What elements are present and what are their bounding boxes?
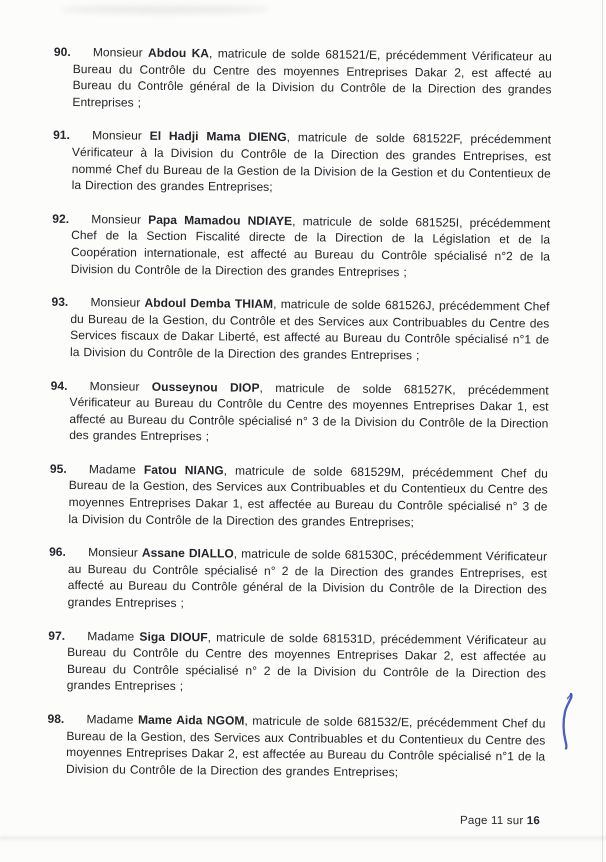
decree-item (53, 127, 552, 198)
item-body-text: , matricule de solde 681532/E, précédemment Chef du Bureau de la Gestion, des Services aux Contribuables et du Contentieux du Centre des moyennes Entreprises Dakar 2, est affectée au Bureau du Contrôle spécialisé n°1 de la Division du Contrôle de la Direction des grandes Entreprises; (65, 713, 546, 779)
decree-item (53, 44, 552, 115)
civility-label: Monsieur (92, 45, 149, 60)
decree-item (48, 628, 547, 699)
pen-stroke-hook (568, 694, 572, 699)
person-name: El Hadji Mama DIENG (149, 129, 287, 145)
item-body-text: , matricule de solde 681531D, précédemment Vérificateur au Bureau du Contrôle du Centre des moyennes Entreprises Dakar 2, est affectée au Bureau du Contrôle spécialisé n° 2 de la Division du Contrôle de la Direction des grandes Entreprises ; (66, 629, 547, 694)
item-number: 97. (48, 628, 66, 643)
item-body-text: , matricule de solde 681522F, précédemment Vérificateur à la Division du Contrôle de la Direction des grandes Entreprises, est nommé Chef du Bureau de la Gestion de la Division de la Gestion et du Contentieux de la Direction des grandes Entreprises; (71, 130, 552, 195)
civility-label: Monsieur (92, 128, 150, 144)
person-name: Papa Mamadou NDIAYE (148, 212, 293, 228)
decree-item (49, 461, 548, 532)
person-name: Mame Aida NGOM (137, 712, 245, 728)
decree-item (52, 211, 551, 282)
page-total: 16 (526, 815, 540, 828)
civility-label: Monsieur (91, 211, 149, 227)
person-name: Fatou NIANG (143, 462, 224, 478)
item-number: 93. (51, 294, 69, 310)
pen-stroke (564, 694, 572, 749)
civility-label: Madame (87, 628, 140, 644)
person-name: Abdou KA (147, 45, 210, 61)
item-number: 95. (49, 461, 67, 476)
decree-item-list (47, 44, 552, 799)
decree-item (51, 294, 550, 365)
item-body-text: , matricule de solde 681529M, précédemment Chef du Bureau de la Gestion, des Services aux Contribuables et du Contentieux du Centre des moyennes Entreprises Dakar 1, est affectée au Bureau du Contrôle spécialisé n° 3 de la Division du Contrôle de la Direction des grandes Entreprises; (68, 463, 548, 529)
item-body-text: , matricule de solde 681530C, précédemment Vérificateur au Bureau du Contrôle spécialisé n° 2 de la Direction des grandes Entreprises, est affecté au Bureau du Contrôle général de la Division du Contrôle de la Direction des grandes Entreprises ; (67, 546, 548, 611)
item-number: 96. (49, 545, 67, 560)
scan-bottom-shadow (0, 836, 606, 840)
civility-label: Monsieur (89, 378, 152, 394)
decree-item (47, 711, 546, 782)
scan-edge-line (602, 0, 603, 862)
scan-smudge-artifact (60, 5, 270, 14)
person-name: Assane DIALLO (141, 545, 234, 561)
decree-item (49, 544, 548, 615)
item-body-text: , matricule de solde 681521/E, précédemment Vérificateur au Bureau du Contrôle du Centre des moyennes Entreprises Dakar 2, est affecté au Bureau du Contrôle général de la Division du Contrôle de la Direction des grandes Entreprises ; (72, 46, 552, 110)
person-name: Abdoul Demba THIAM (144, 295, 274, 312)
item-number: 91. (53, 128, 71, 143)
decree-item (50, 377, 549, 448)
item-body-text: , matricule de solde 681526J, précédemment Chef du Bureau de la Gestion, du Contrôle et des Services aux Contribuables du Centre des Services fiscaux de Dakar Liberté, est affecté au Bureau du Contrôle spécialisé n°1 de la Division du Contrôle de la Direction des grandes Entreprises ; (69, 297, 550, 363)
civility-label: Madame (88, 462, 144, 477)
page-number-text: Page 11 sur (459, 814, 527, 828)
page-footer (460, 815, 540, 827)
civility-label: Madame (86, 712, 139, 727)
item-number: 90. (53, 44, 71, 59)
civility-label: Monsieur (90, 295, 145, 310)
person-name: Ousseynou DIOP (151, 379, 260, 395)
item-body-text: , matricule de solde 681525I, précédemment Chef de la Section Fiscalité directe de la Direction de la Législation et de la Coopération internationale, est affecté au Bureau du Contrôle spécialisé n°2 de la Division du Contrôle de la Direction des grandes Entreprises ; (70, 213, 551, 279)
item-body-text: , matricule de solde 681527K, précédemment Vérificateur au Bureau du Contrôle du Centre des moyennes Entreprises Dakar 1, est affecté au Bureau du Contrôle spécialisé n° 3 de la Division du Contrôle de la Direction des grandes Entreprises ; (69, 380, 549, 444)
civility-label: Monsieur (88, 545, 142, 560)
item-number: 98. (47, 711, 65, 726)
person-name: Siga DIOUF (139, 629, 208, 644)
item-number: 92. (52, 211, 70, 226)
item-number: 94. (50, 378, 68, 393)
